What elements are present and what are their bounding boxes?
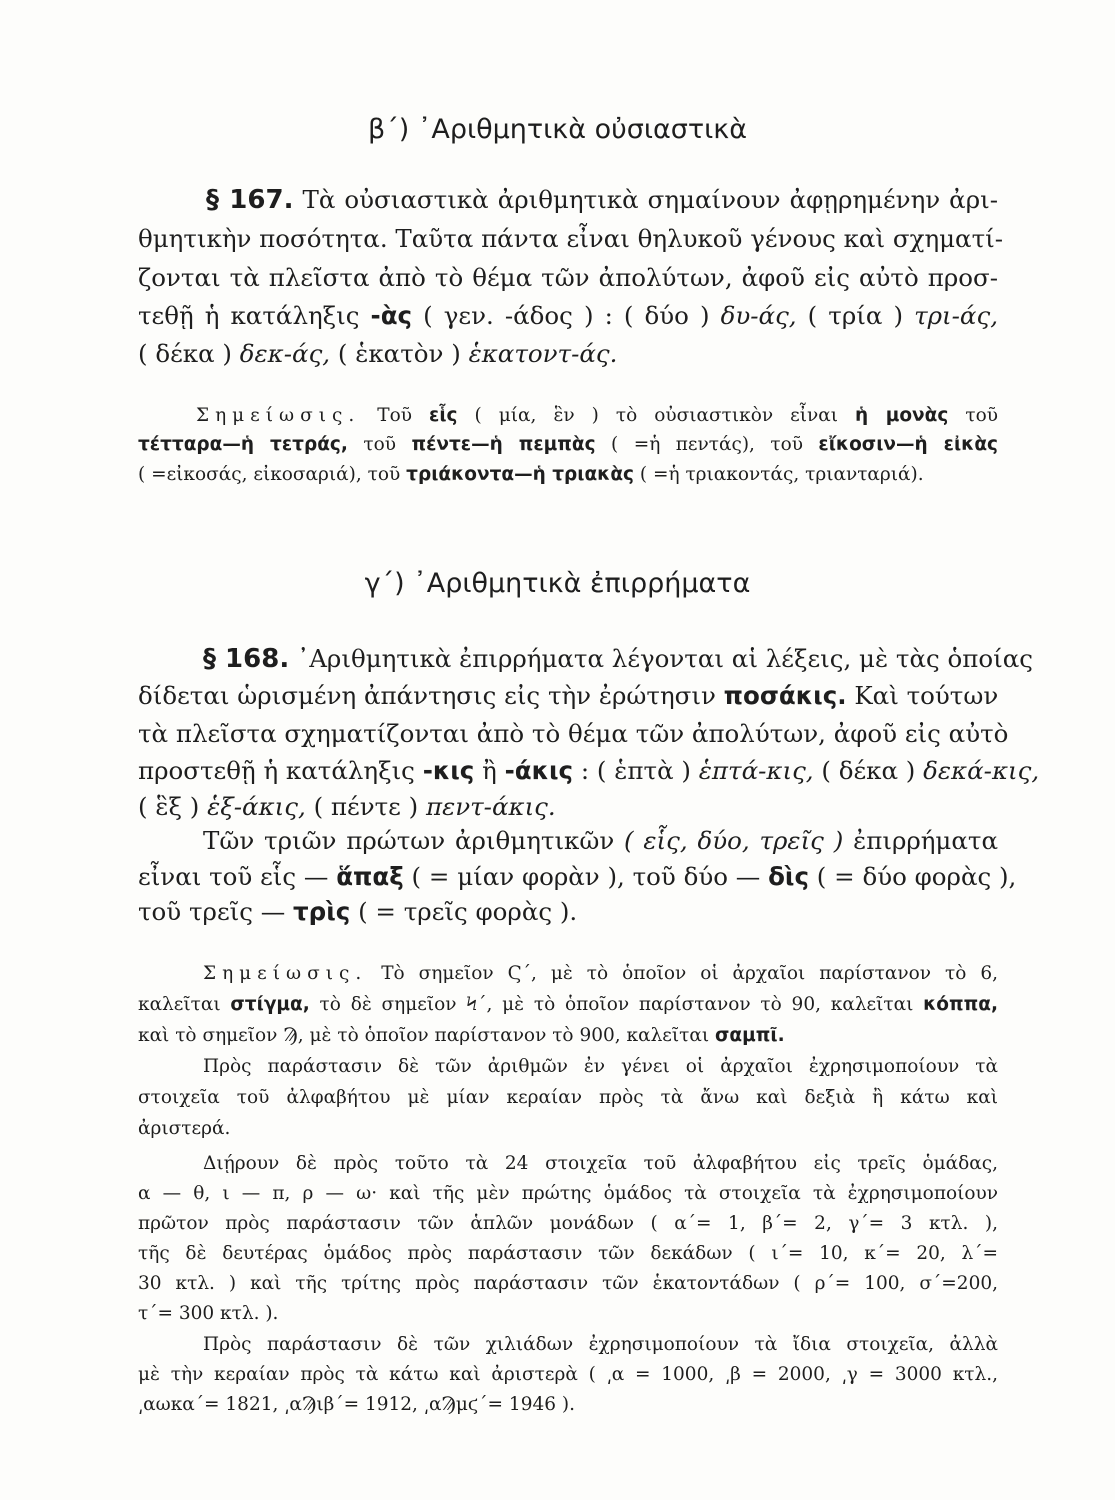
- section-marker-168: § 168.: [203, 644, 290, 674]
- note-label: Σημείωσις.: [196, 405, 361, 426]
- note168-line-11: 30 κτλ. ) καὶ τῆς τρίτης πρὸς παράστασιν τῶν ἑκατοντάδων ( ρ΄= 100, σ΄=200,: [138, 1273, 998, 1294]
- note168-line-1: Σημείωσις. Τὸ σημεῖον Ϛ΄, μὲ τὸ ὁποῖον οἱ ἀρχαῖοι παρίστανον τὸ 6,: [203, 963, 998, 984]
- note168-line-15: ͵αωκα΄= 1821, ͵αϠιβ΄= 1912, ͵αϠμϛ΄= 1946 ).: [138, 1394, 575, 1415]
- note168-line-7: Διῄρουν δὲ πρὸς τοῦτο τὰ 24 στοιχεῖα τοῦ ἀλφαβήτου εἰς τρεῖς ὁμάδας,: [203, 1153, 998, 1174]
- p167-line-2: θμητικὴν ποσότητα. Ταῦτα πάντα εἶναι θηλυκοῦ γένους καὶ σχηματί-: [138, 224, 1004, 253]
- p2-line-2: εἶναι τοῦ εἷς — ἅπαξ ( = μίαν φορὰν ), τοῦ δύο — δὶς ( = δύο φορὰς ),: [138, 862, 1017, 891]
- ending-term: -ὰς: [370, 301, 413, 330]
- note167-line-3: ( =εἰκοσάς, εἰκοσαριά), τοῦ τριάκοντα—ἡ τριακὰς ( =ἡ τριακοντάς, τριανταριά).: [138, 464, 924, 485]
- p2-line-1: Τῶν τριῶν πρώτων ἀριθμητικῶν ( εἷς, δύο, τρεῖς ) ἐπιρρήματα: [203, 826, 998, 855]
- note168-line-6: ἀριστερά.: [138, 1118, 231, 1139]
- note167-line-2: τέτταρα—ἡ τετράς, τοῦ πέντε—ἡ πεμπὰς ( =ἡ πεντάς), τοῦ εἴκοσιν—ἡ εἰκὰς: [138, 434, 998, 455]
- p2-line-3: τοῦ τρεῖς — τρὶς ( = τρεῖς φορὰς ).: [138, 897, 578, 926]
- p167-line-4: τεθῇ ἡ κατάληξις -ὰς ( γεν. -άδος ) : ( δύο ) δυ-άς, ( τρία ) τρι-άς,: [138, 301, 998, 330]
- p167-line-3: ζονται τὰ πλεῖστα ἀπὸ τὸ θέμα τῶν ἀπολύτων, ἀφοῦ εἰς αὐτὸ προσ-: [138, 263, 998, 292]
- note167-line-1: Σημείωσις. Τοῦ εἷς ( μία, ἓν ) τὸ οὐσιαστικὸν εἶναι ἡ μονὰς τοῦ: [196, 405, 998, 426]
- section-heading-nouns: β΄) ᾿Αριθμητικὰ οὐσιαστικὰ: [368, 114, 747, 145]
- note168-line-4: Πρὸς παράστασιν δὲ τῶν ἀριθμῶν ἐν γένει οἱ ἀρχαῖοι ἐχρησιμοποίουν τὰ: [203, 1056, 998, 1077]
- p168-line-3: τὰ πλεῖστα σχηματίζονται ἀπὸ τὸ θέμα τῶν ἀπολύτων, ἀφοῦ εἰς αὐτὸ: [138, 719, 1009, 748]
- section-heading-adverbs: γ΄) ᾿Αριθμητικὰ ἐπιρρήματα: [364, 568, 751, 599]
- note168-line-3: καὶ τὸ σημεῖον Ϡ, μὲ τὸ ὁποῖον παρίστανον τὸ 900, καλεῖται σαμπῖ.: [138, 1025, 785, 1046]
- p168-line-4: προστεθῇ ἡ κατάληξις -κις ἢ -άκις : ( ἑπτὰ ) ἑπτά-κις, ( δέκα ) δεκά-κις,: [138, 756, 1040, 785]
- p167-line-5: ( δέκα ) δεκ-άς, ( ἑκατὸν ) ἑκατοντ-άς.: [138, 339, 618, 368]
- p168-line-2: δίδεται ὡρισμένη ἀπάντησις εἰς τὴν ἐρώτησιν ποσάκις. Καὶ τούτων: [138, 681, 999, 710]
- note168-line-2: καλεῖται στίγμα, τὸ δὲ σημεῖον Ϟ΄, μὲ τὸ ὁποῖον παρίστανον τὸ 90, καλεῖται κόππα,: [138, 994, 999, 1015]
- note-label: Σημείωσις.: [203, 963, 368, 984]
- note168-line-9: πρῶτον πρὸς παράστασιν τῶν ἁπλῶν μονάδων ( α΄= 1, β΄= 2, γ΄= 3 κτλ. ),: [138, 1213, 998, 1234]
- note168-line-8: α — θ, ι — π, ρ — ω· καὶ τῆς μὲν πρώτης ὁμάδος τὰ στοιχεῖα τὰ ἐχρησιμοποίουν: [138, 1183, 998, 1204]
- p167-line-1: § 167. Τὰ οὐσιαστικὰ ἀριθμητικὰ σημαίνουν ἀφῃρημένην ἀρι-: [206, 185, 999, 215]
- note168-line-5: στοιχεῖα τοῦ ἀλφαβήτου μὲ μίαν κεραίαν πρὸς τὰ ἄνω καὶ δεξιὰ ἢ κάτω καὶ: [138, 1087, 998, 1108]
- note168-line-14: μὲ τὴν κεραίαν πρὸς τὰ κάτω καὶ ἀριστερὰ ( ͵α = 1000, ͵β = 2000, ͵γ = 3000 κτλ.,: [138, 1364, 998, 1385]
- section-marker-167: § 167.: [206, 185, 294, 215]
- note168-line-12: τ΄= 300 κτλ. ).: [138, 1303, 279, 1324]
- note168-line-13: Πρὸς παράστασιν δὲ τῶν χιλιάδων ἐχρησιμοποίουν τὰ ἴδια στοιχεῖα, ἀλλὰ: [203, 1334, 998, 1355]
- p168-line-5: ( ἓξ ) ἑξ-άκις, ( πέντε ) πεντ-άκις.: [138, 792, 556, 821]
- note168-line-10: τῆς δὲ δευτέρας ὁμάδος πρὸς παράστασιν τῶν δεκάδων ( ι΄= 10, κ΄= 20, λ΄=: [138, 1243, 998, 1264]
- p168-line-1: § 168. ᾿Αριθμητικὰ ἐπιρρήματα λέγονται αἱ λέξεις, μὲ τὰς ὁποίας: [203, 644, 1033, 674]
